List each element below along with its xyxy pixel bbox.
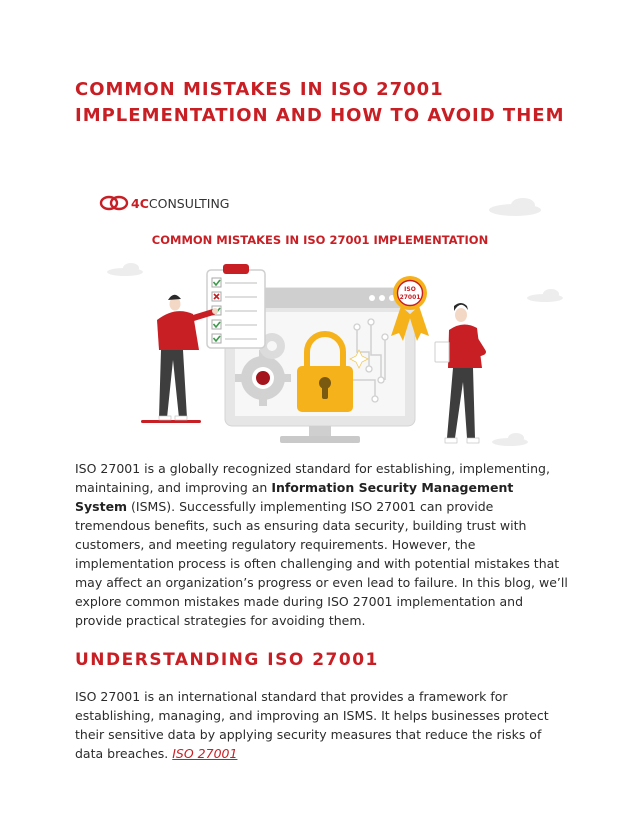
section-heading: UNDERSTANDING ISO 27001 xyxy=(75,650,379,670)
checklist-clipboard-icon xyxy=(207,264,265,348)
intro-paragraph xyxy=(75,459,570,630)
svg-text:4CCONSULTING xyxy=(131,196,229,211)
person-left xyxy=(141,295,218,423)
hero-illustration xyxy=(75,180,565,460)
title-line-2: IMPLEMENTATION AND HOW TO AVOID THEM xyxy=(75,105,565,126)
section-text: ISO 27001 is an international standard that provides a framework for establishing, managing, and improving an ISMS. It helps businesses protect their sensitive data by applying security measures that reduce the risks of data breaches. xyxy=(75,689,549,761)
isms-bold-2: System xyxy=(75,499,128,514)
badge-27001: 27001 xyxy=(399,294,421,301)
company-logo xyxy=(101,196,229,211)
title-line-1: COMMON MISTAKES IN ISO 27001 xyxy=(75,79,444,100)
intro-text-before: ISO 27001 is a globally recognized standard for establishing, implementing, maintaining, and improving an xyxy=(75,461,550,495)
iso-27001-link[interactable]: ISO 27001 xyxy=(172,746,238,761)
page-title xyxy=(75,77,575,129)
logo-4c: 4C xyxy=(131,196,149,211)
isms-bold-1: Information Security Management xyxy=(271,480,514,495)
illustration-banner: COMMON MISTAKES IN ISO 27001 IMPLEMENTATION xyxy=(151,233,489,247)
person-right xyxy=(435,303,483,443)
intro-text-after: (ISMS). Successfully implementing ISO 27001 can provide tremendous benefits, such as ensuring data security, building trust with customers, and meeting regulatory requirements. However, the implementation process is often challenging and with potential mistakes that may affect an organization’s progress or even lead to failure. In this blog, we’ll explore common mistakes made during ISO 27001 implementation and provide practical strategies for avoiding them. xyxy=(75,499,568,628)
logo-consulting: CONSULTING xyxy=(148,196,230,211)
logo-rings-icon xyxy=(101,197,127,209)
badge-iso: ISO xyxy=(404,286,416,293)
section-paragraph xyxy=(75,687,570,763)
